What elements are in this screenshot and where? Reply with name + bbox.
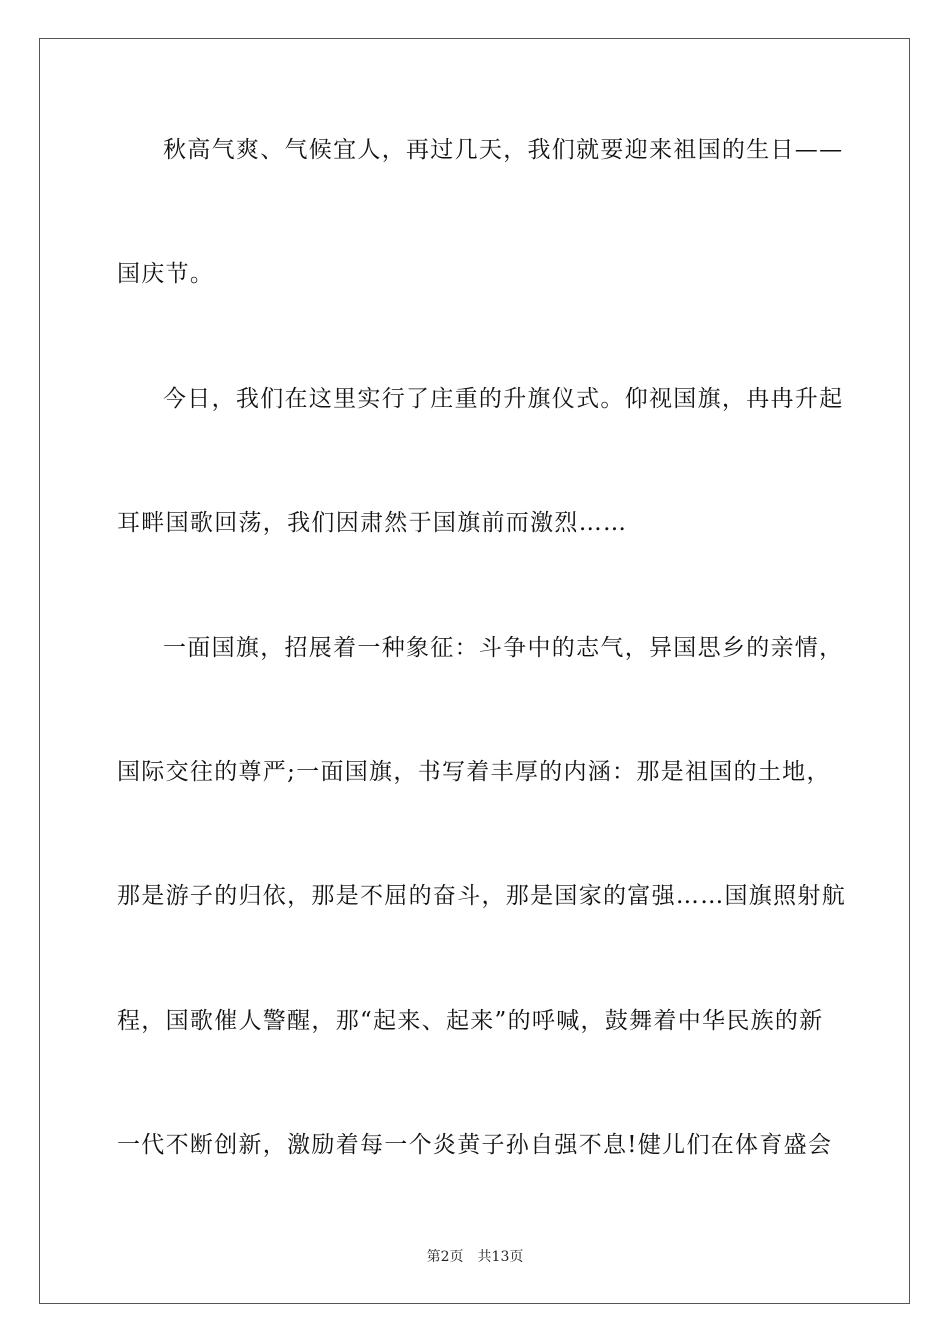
paragraph-3-line-2: 国际交往的尊严;一面国旗，书写着丰厚的内涵：那是祖国的土地， — [117, 759, 831, 785]
paragraph-1-line-1: 秋高气爽、气候宜人，再过几天，我们就要迎来祖国的生日—— — [163, 137, 844, 163]
paragraph-2-line-1: 今日，我们在这里实行了庄重的升旗仪式。仰视国旗，冉冉升起 — [163, 386, 844, 412]
total-pages: 共13页 — [477, 1249, 524, 1265]
paragraph-3-line-3: 那是游子的归依，那是不屈的奋斗，那是国家的富强……国旗照射航 — [117, 883, 846, 909]
current-page-number: 第2页 — [426, 1249, 464, 1265]
page-footer — [0, 1248, 950, 1266]
paragraph-3-line-4: 程，国歌催人警醒，那“起来、起来”的呼喊，鼓舞着中华民族的新 — [117, 1008, 824, 1034]
page-frame — [39, 38, 910, 1304]
paragraph-3-line-1: 一面国旗，招展着一种象征：斗争中的志气，异国思乡的亲情， — [163, 635, 844, 661]
paragraph-1-line-2: 国庆节。 — [117, 261, 215, 287]
paragraph-2-line-2: 耳畔国歌回荡，我们因肃然于国旗前而激烈…… — [117, 510, 628, 536]
paragraph-3-line-5: 一代不断创新，激励着每一个炎黄子孙自强不息!健儿们在体育盛会 — [117, 1132, 833, 1158]
